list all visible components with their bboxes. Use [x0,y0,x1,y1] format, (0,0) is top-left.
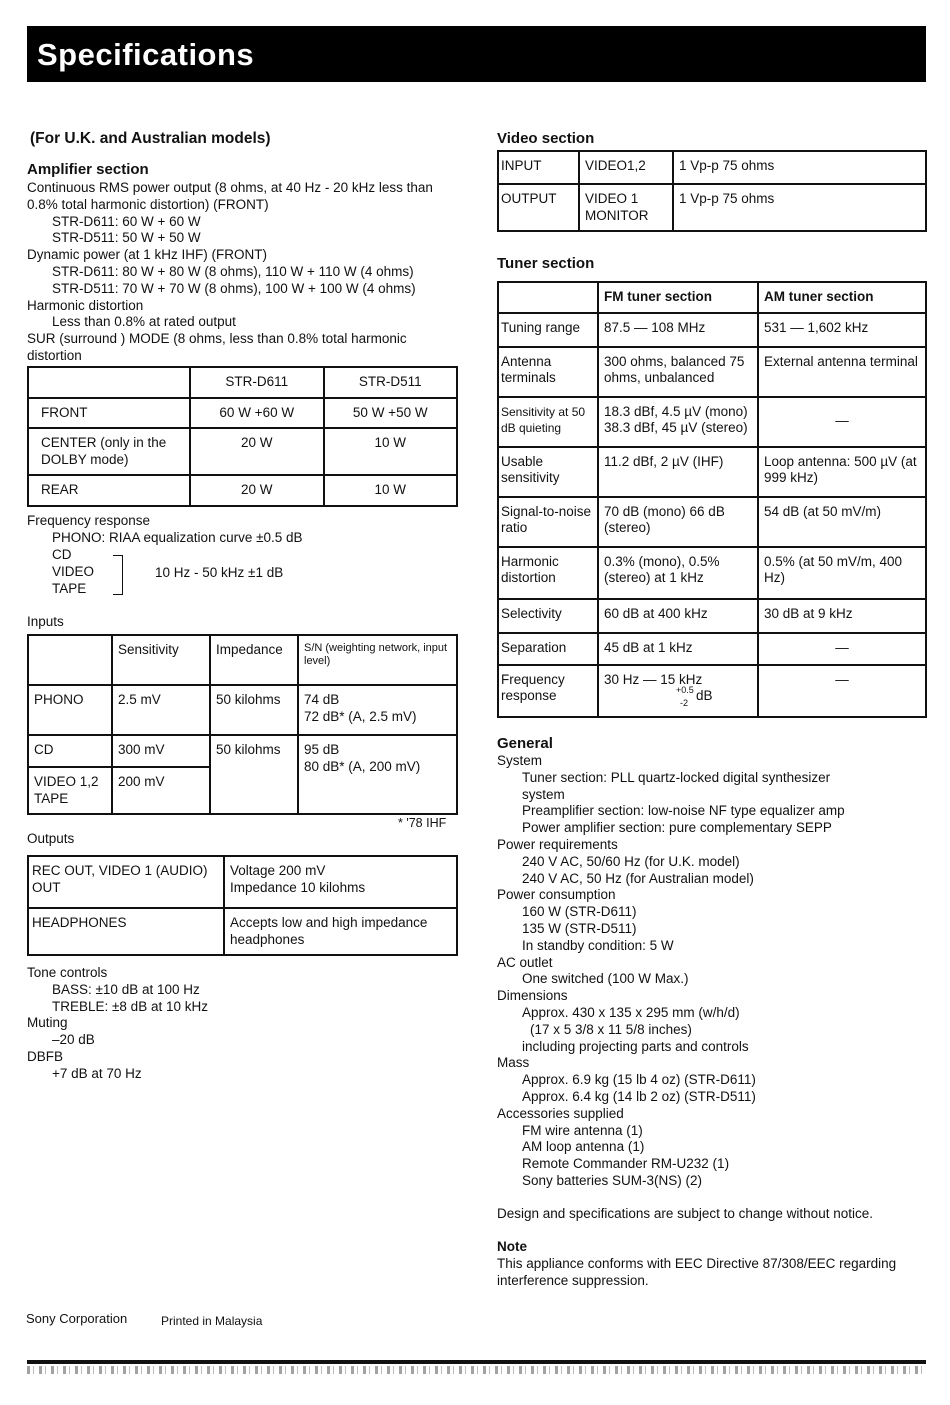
table-cell: 300 ohms, balanced 75 ohms, unbalanced [598,347,758,397]
video-heading: Video section [497,130,595,147]
frequency-range: 10 Hz - 50 kHz ±1 dB [155,565,284,580]
spec-line: Continuous RMS power output (8 ohms, at 40 Hz - 20 kHz less than [27,180,433,195]
output-voltage: Voltage 200 mV [230,863,326,878]
design-note: Design and specifications are subject to change without notice. [497,1206,873,1221]
table-cell: 30 dB at 9 kHz [758,599,926,633]
inputs-footnote: * '78 IHF [398,816,447,830]
surround-power-table [27,366,458,507]
table-row [498,665,926,718]
bracket-icon [113,555,123,595]
fm-frequency-range: 30 Hz — 15 kHz [604,671,703,687]
table-cell: Separation [498,633,598,665]
spec-line: Tone controls [27,965,108,980]
spec-line: Approx. 6.9 kg (15 lb 4 oz) (STR-D611) [522,1072,756,1088]
table-row [498,347,926,397]
table-row [498,397,926,447]
table-cell: 10 W [324,475,458,506]
note-line: This appliance conforms with EEC Directive 87/308/EEC regarding [497,1256,897,1271]
frequency-sources [52,547,94,597]
spec-line: FM wire antenna (1) [522,1122,643,1138]
table-cell: REAR [28,475,190,506]
table-cell: 0.5% (at 50 mV/m, 400 Hz) [758,547,926,599]
spec-line: Power amplifier section: pure complementary SEPP [522,820,832,836]
table-row [498,151,926,184]
spec-line: DBFB [27,1048,64,1064]
table-row [28,398,457,429]
amplifier-specs [27,180,467,365]
table-row [28,428,457,475]
table-row [498,313,926,347]
table-cell: Antenna terminals [498,347,598,397]
tuner-heading: Tuner section [497,255,595,272]
table-cell: Signal-to-noise ratio [498,497,598,547]
spec-category: AC outlet [497,954,553,970]
table-cell [28,635,112,685]
table-row [28,367,457,398]
table-row [28,635,457,685]
tuner-table [497,281,927,718]
table-cell: 531 — 1,602 kHz [758,313,926,347]
table-cell: 50 kilohms [210,685,298,735]
video-table [497,150,927,232]
table-cell: Harmonic distortion [498,547,598,599]
source-cd: CD [52,547,72,562]
table-cell: 45 dB at 1 kHz [598,633,758,665]
spec-category: Power requirements [497,836,618,852]
table-cell: — [758,633,926,665]
table-row [28,735,457,767]
table-cell [28,367,190,398]
table-cell: CENTER (only in the DOLBY mode) [28,428,190,475]
table-cell: 10 W [324,428,458,475]
note-heading: Note [497,1239,527,1254]
table-cell: — [758,665,926,718]
tolerance-plus: +0.5 [676,685,694,695]
inputs-table [27,634,458,815]
source-tape: TAPE [52,580,87,596]
table-cell: 11.2 dBf, 2 µV (IHF) [598,447,758,497]
table-row [28,856,457,908]
spec-line: STR-D511: 50 W + 50 W [52,230,201,246]
spec-line: Dynamic power (at 1 kHz IHF) (FRONT) [27,247,268,263]
table-header: FM tuner section [598,282,758,313]
table-cell: HEADPHONES [28,908,224,955]
table-row [28,685,457,735]
spec-line: –20 dB [52,1032,95,1048]
table-cell: PHONO [28,685,112,735]
spec-category: System [497,753,543,768]
table-cell: 60 dB at 400 kHz [598,599,758,633]
source-video: VIDEO [52,563,95,579]
table-cell: Usable sensitivity [498,447,598,497]
spec-line: Approx. 6.4 kg (14 lb 2 oz) (STR-D511) [522,1088,756,1104]
table-cell: 0.3% (mono), 0.5% (stereo) at 1 kHz [598,547,758,599]
inputs-heading: Inputs [27,614,64,629]
frequency-phono: PHONO: RIAA equalization curve ±0.5 dB [52,530,303,545]
table-cell: 300 mV [112,735,210,767]
table-cell: 20 W [190,475,324,506]
table-cell: FRONT [28,398,190,429]
tone-controls [27,965,208,1083]
table-cell: Frequency response [498,665,598,718]
outputs-table [27,855,458,956]
spec-line: TREBLE: ±8 dB at 10 kHz [52,998,208,1014]
table-cell: 20 W [190,428,324,475]
general-specs [497,753,927,1190]
table-cell: VIDEO 1,2 TAPE [28,767,112,814]
note-line: interference suppression. [497,1272,649,1288]
outputs-heading: Outputs [27,831,75,846]
table-header: STR-D611 [190,367,324,398]
spec-category: Power consumption [497,887,616,903]
page-title: Specifications [37,37,255,72]
spec-line: STR-D511: 70 W + 70 W (8 ohms), 100 W + 100 W (4 ohms) [52,280,416,296]
table-cell: 54 dB (at 50 mV/m) [758,497,926,547]
table-cell [298,735,457,814]
table-cell: 2.5 mV [112,685,210,735]
tolerance-unit: dB [696,688,713,703]
table-cell: 18.3 dBf, 4.5 µV (mono) 38.3 dBf, 45 µV (stereo) [598,397,758,447]
note-text [497,1256,896,1290]
spec-line: Muting [27,1015,68,1031]
spec-line: 160 W (STR-D611) [522,904,637,920]
table-cell: Tuning range [498,313,598,347]
spec-line: AM loop antenna (1) [522,1139,645,1155]
table-row [28,908,457,955]
spec-line: 240 V AC, 50/60 Hz (for U.K. model) [522,853,740,869]
spec-line: One switched (100 W Max.) [522,971,689,987]
table-header: AM tuner section [758,282,926,313]
page-header [27,26,926,82]
spec-line: Preamplifier section: low-noise NF type equalizer amp [522,803,845,819]
spec-category: Dimensions [497,988,568,1004]
spec-line: Harmonic distortion [27,297,144,313]
sn-weighted: 72 dB* (A, 2.5 mV) [304,708,417,724]
sn-value: 74 dB [304,692,340,707]
table-cell: 1 Vp-p 75 ohms [673,184,926,231]
table-cell: External antenna terminal [758,347,926,397]
spec-category: Accessories supplied [497,1105,624,1121]
table-row [498,633,926,665]
table-cell: INPUT [498,151,579,184]
amplifier-heading: Amplifier section [27,161,149,178]
table-cell [298,685,457,735]
table-cell: Sensitivity at 50 dB quieting [498,397,598,447]
company-name: Sony Corporation [26,1311,128,1326]
fm-frequency-tolerance [604,685,752,710]
spec-line: STR-D611: 80 W + 80 W (8 ohms), 110 W + 110 W (4 ohms) [52,263,414,279]
spec-line: distortion [27,347,82,363]
table-cell [498,282,598,313]
spec-line: 240 V AC, 50 Hz (for Australian model) [522,870,754,886]
sn-weighted: 80 dB* (A, 200 mV) [304,758,421,774]
spec-line: Sony batteries SUM-3(NS) (2) [522,1172,703,1188]
printed-in: Printed in Malaysia [161,1314,263,1328]
spec-line: SUR (surround ) MODE (8 ohms, less than 0.8% total harmonic [27,331,407,347]
spec-line: (17 x 5 3/8 x 11 5/8 inches) [530,1021,692,1037]
table-cell: 70 dB (mono) 66 dB (stereo) [598,497,758,547]
footer-scan-noise [27,1366,926,1374]
table-cell: REC OUT, VIDEO 1 (AUDIO) OUT [28,856,224,908]
table-header: Sensitivity [112,635,210,685]
table-cell: Accepts low and high impedance headphones [224,908,457,955]
output-impedance: Impedance 10 kilohms [230,879,366,895]
footer-rule [27,1360,926,1364]
spec-line: 135 W (STR-D511) [522,920,637,936]
table-row [498,497,926,547]
table-header: STR-D511 [324,367,458,398]
spec-line: In standby condition: 5 W [522,937,674,953]
spec-line: Approx. 430 x 135 x 295 mm (w/h/d) [522,1004,740,1020]
spec-category: Mass [497,1055,530,1071]
spec-line: system [522,786,565,802]
spec-line: Tuner section: PLL quartz-locked digital synthesizer [522,769,831,785]
tolerance-minus: -2 [680,698,689,708]
table-cell: Loop antenna: 500 µV (at 999 kHz) [758,447,926,497]
table-cell: OUTPUT [498,184,579,231]
table-row [498,547,926,599]
table-cell: 1 Vp-p 75 ohms [673,151,926,184]
table-cell: 200 mV [112,767,210,814]
table-row [498,282,926,313]
table-cell: 60 W +60 W [190,398,324,429]
table-cell: CD [28,735,112,767]
table-cell [224,856,457,908]
spec-line: 0.8% total harmonic distortion) (FRONT) [27,196,269,212]
models-heading: (For U.K. and Australian models) [30,130,271,147]
table-header: Impedance [210,635,298,685]
table-row [498,184,926,231]
sn-value: 95 dB [304,742,340,757]
frequency-response-heading: Frequency response [27,513,151,528]
table-row [498,447,926,497]
spec-line: BASS: ±10 dB at 100 Hz [52,981,200,997]
spec-line: Less than 0.8% at rated output [52,314,236,330]
spec-line: Remote Commander RM-U232 (1) [522,1156,730,1172]
table-cell: Selectivity [498,599,598,633]
table-cell [598,665,758,718]
table-cell: VIDEO 1 MONITOR [579,184,673,231]
spec-line: STR-D611: 60 W + 60 W [52,213,201,229]
spec-line: including projecting parts and controls [522,1038,749,1054]
spec-line: +7 dB at 70 Hz [52,1065,142,1081]
table-header: S/N (weighting network, input level) [298,635,457,685]
table-cell: 50 kilohms [210,735,298,814]
table-row [28,475,457,506]
table-cell: VIDEO1,2 [579,151,673,184]
table-cell: 87.5 — 108 MHz [598,313,758,347]
table-cell: — [758,397,926,447]
table-cell: 50 W +50 W [324,398,458,429]
table-row [498,599,926,633]
general-heading: General [497,735,553,752]
